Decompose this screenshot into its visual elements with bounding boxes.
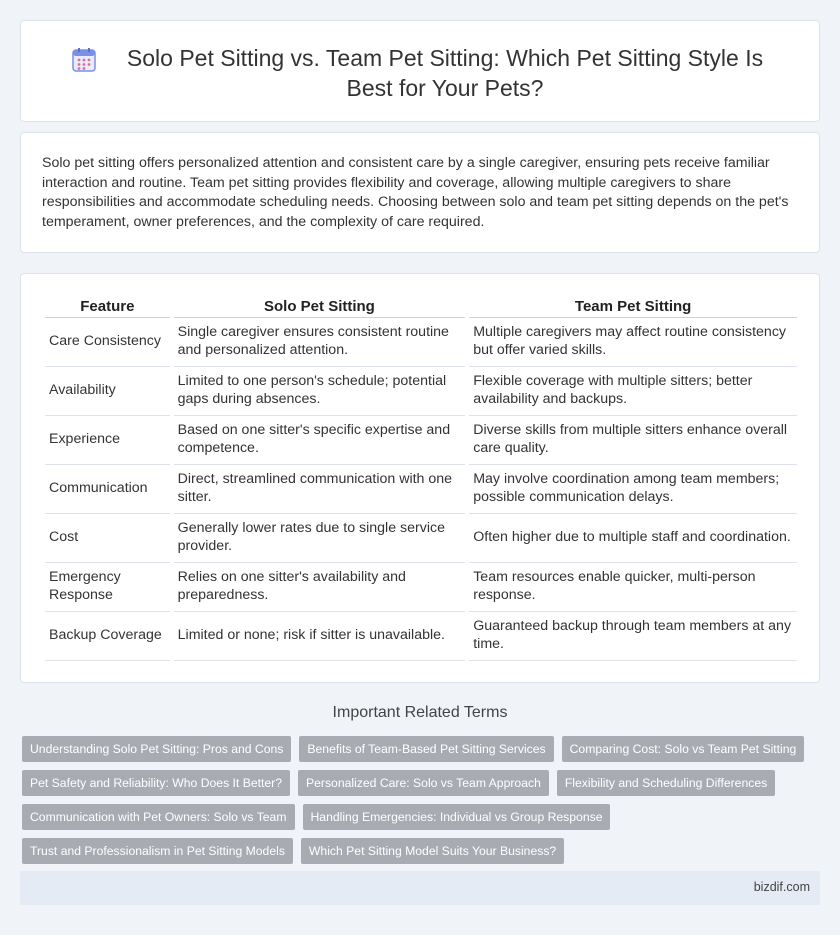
- related-term-tag[interactable]: Flexibility and Scheduling Differences: [557, 770, 775, 796]
- solo-cell: Limited or none; risk if sitter is unavailable.: [174, 612, 466, 661]
- table-row: [45, 612, 797, 661]
- related-term-tag[interactable]: Understanding Solo Pet Sitting: Pros and Cons: [22, 736, 291, 762]
- team-cell: May involve coordination among team members; possible communication delays.: [469, 465, 797, 514]
- feature-cell: Emergency Response: [45, 563, 170, 612]
- solo-cell: Based on one sitter's specific expertise and competence.: [174, 416, 466, 465]
- tag-row: [22, 736, 812, 762]
- intro-card: [20, 132, 820, 253]
- team-cell: Guaranteed backup through team members at any time.: [469, 612, 797, 661]
- footer: [20, 871, 820, 905]
- team-cell: Team resources enable quicker, multi-person response.: [469, 563, 797, 612]
- header-solo: Solo Pet Sitting: [174, 296, 466, 318]
- related-terms-heading: Important Related Terms: [332, 704, 508, 721]
- related-terms-list: [22, 736, 812, 872]
- related-term-tag[interactable]: Personalized Care: Solo vs Team Approach: [298, 770, 549, 796]
- solo-cell: Generally lower rates due to single service provider.: [174, 514, 466, 563]
- tag-row: [22, 804, 812, 830]
- feature-cell: Care Consistency: [45, 318, 170, 367]
- title-wrap: [21, 43, 819, 103]
- related-term-tag[interactable]: Handling Emergencies: Individual vs Group Response: [303, 804, 611, 830]
- intro-paragraph: Solo pet sitting offers personalized attention and consistent care by a single caregiver, ensuring pets receive familiar interaction and routine. Team pet sitting provides flexibility and coverage, allowing multiple caregivers to share responsibilities and accommodate scheduling needs. Choosing between solo and team pet sitting depends on the pet's temperament, owner preferences, and the complexity of care required.: [42, 155, 789, 230]
- related-term-tag[interactable]: Pet Safety and Reliability: Who Does It Better?: [22, 770, 290, 796]
- team-cell: Flexible coverage with multiple sitters; better availability and backups.: [469, 367, 797, 416]
- related-term-tag[interactable]: Benefits of Team-Based Pet Sitting Services: [299, 736, 553, 762]
- tag-row: [22, 770, 812, 796]
- team-cell: Diverse skills from multiple sitters enhance overall care quality.: [469, 416, 797, 465]
- team-cell: Often higher due to multiple staff and coordination.: [469, 514, 797, 563]
- header-team: Team Pet Sitting: [469, 296, 797, 318]
- page-title: Solo Pet Sitting vs. Team Pet Sitting: Which Pet Sitting Style Is Best for Your Pets?: [126, 45, 764, 101]
- calendar-icon: [71, 47, 97, 73]
- feature-cell: Communication: [45, 465, 170, 514]
- related-term-tag[interactable]: Comparing Cost: Solo vs Team Pet Sitting: [562, 736, 805, 762]
- table-row: [45, 367, 797, 416]
- table-header-row: [45, 296, 797, 318]
- solo-cell: Relies on one sitter's availability and preparedness.: [174, 563, 466, 612]
- feature-cell: Availability: [45, 367, 170, 416]
- title-card: [20, 20, 820, 122]
- solo-cell: Direct, streamlined communication with one sitter.: [174, 465, 466, 514]
- table-row: [45, 563, 797, 612]
- comparison-card: [20, 273, 820, 683]
- table-row: [45, 514, 797, 563]
- table-row: [45, 318, 797, 367]
- related-term-tag[interactable]: Communication with Pet Owners: Solo vs Team: [22, 804, 295, 830]
- feature-cell: Cost: [45, 514, 170, 563]
- solo-cell: Limited to one person's schedule; potential gaps during absences.: [174, 367, 466, 416]
- solo-cell: Single caregiver ensures consistent routine and personalized attention.: [174, 318, 466, 367]
- footer-brand[interactable]: bizdif.com: [753, 880, 810, 894]
- related-term-tag[interactable]: Trust and Professionalism in Pet Sitting Models: [22, 838, 293, 864]
- tag-row: [22, 838, 812, 864]
- feature-cell: Backup Coverage: [45, 612, 170, 661]
- header-feature: Feature: [45, 296, 170, 318]
- feature-cell: Experience: [45, 416, 170, 465]
- team-cell: Multiple caregivers may affect routine consistency but offer varied skills.: [469, 318, 797, 367]
- comparison-table: [41, 296, 801, 661]
- table-row: [45, 416, 797, 465]
- table-row: [45, 465, 797, 514]
- related-term-tag[interactable]: Which Pet Sitting Model Suits Your Business?: [301, 838, 564, 864]
